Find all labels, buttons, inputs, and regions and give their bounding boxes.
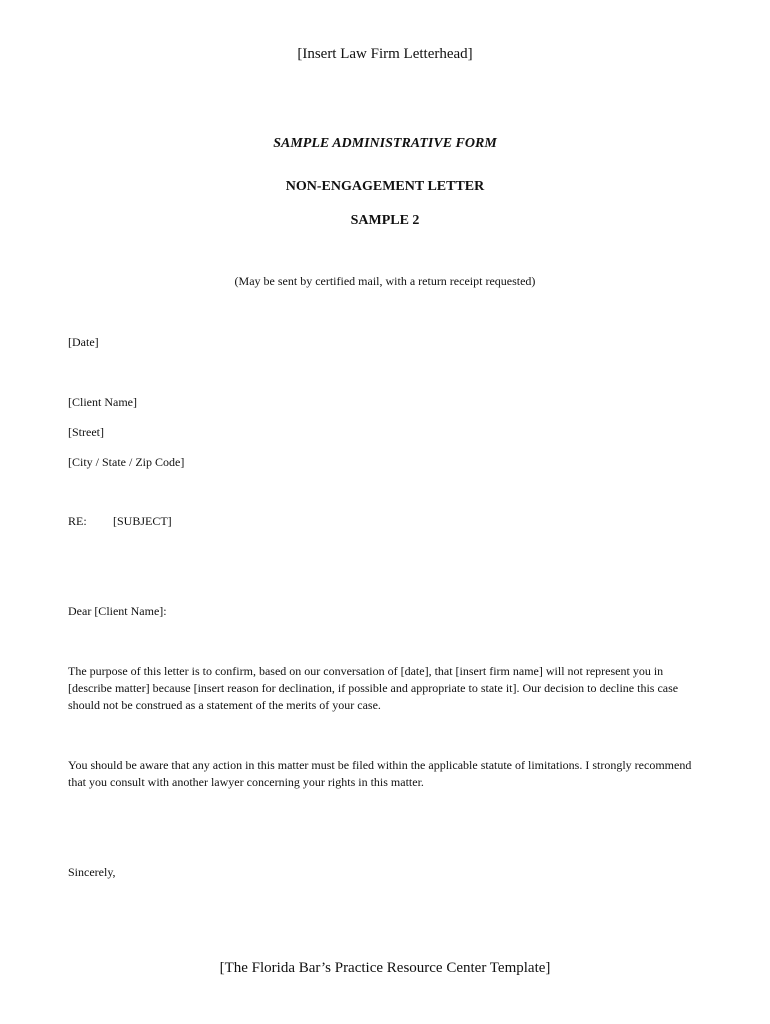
letter-title: NON-ENGAGEMENT LETTER [285,179,485,194]
re-label: RE: [68,514,87,528]
address-city-state-zip: [City / State / Zip Code] [68,455,185,469]
body-paragraph-2: You should be aware that any action in this matter must be filed within the applicable statute of limitations. I strongly recommend that you consult with another lawyer concerning your rights in this matter. [68,758,692,789]
template-credit-footer: [The Florida Bar’s Practice Resource Center Template] [219,960,551,976]
closing: Sincerely, [68,865,116,879]
delivery-note: (May be sent by certified mail, with a return receipt requested) [234,274,536,288]
salutation: Dear [Client Name]: [68,604,167,618]
address-street: [Street] [68,425,104,439]
sample-number: SAMPLE 2 [350,213,420,228]
form-title: SAMPLE ADMINISTRATIVE FORM [273,136,497,151]
letterhead-placeholder: [Insert Law Firm Letterhead] [297,46,473,62]
letter-date: [Date] [68,335,99,349]
address-client-name: [Client Name] [68,395,137,409]
body-paragraph-1: The purpose of this letter is to confirm, based on our conversation of [date], that [insert firm name] will not represent you in [describe matter] because [insert reason for declination, if possible and appropriate to state it]. Our decision to decline this case should not be construed as a statement of the merits of your case. [68,664,679,712]
re-subject: [SUBJECT] [113,514,172,528]
